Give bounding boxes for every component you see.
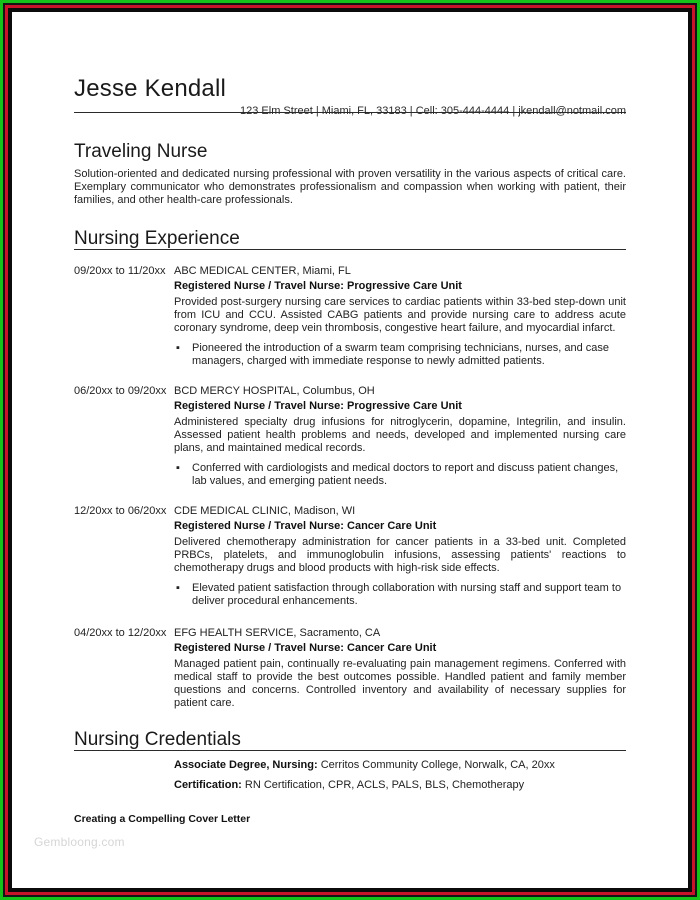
candidate-name: Jesse Kendall — [74, 75, 227, 102]
bullet-text: Pioneered the introduction of a swarm team comprising technicians, nurses, and case managers, charged with immediate response to newly admitted patients. — [192, 342, 609, 367]
experience-entry — [174, 627, 626, 717]
certification-label: Certification: — [174, 779, 242, 791]
bullet-icon: ▪ — [176, 582, 180, 594]
summary-paragraph: Solution-oriented and dedicated nursing professional with proven versatility in the various aspects of critical care. Exemplary communicator who demonstrates professionalism and compassion when working with patient, their families, and other health-care professionals. — [74, 168, 626, 206]
achievement-bullet — [174, 462, 622, 488]
employer: BCD MERCY HOSPITAL, Columbus, OH — [174, 385, 375, 397]
credentials-heading: Nursing Credentials — [74, 729, 241, 750]
cover-letter-note: Creating a Compelling Cover Letter — [74, 813, 251, 825]
entry-dates: 12/20xx to 06/20xx — [74, 505, 167, 517]
experience-entry — [174, 265, 626, 368]
job-role: Registered Nurse / Travel Nurse: Cancer Care Unit — [174, 642, 437, 654]
credentials-rule — [74, 750, 626, 751]
entry-dates: 09/20xx to 11/20xx — [74, 265, 166, 277]
bullet-text: Elevated patient satisfaction through collaboration with nursing staff and support team to deliver procedural enhancements. — [192, 582, 622, 607]
resume-page — [12, 12, 688, 888]
certification-line — [174, 779, 524, 791]
achievement-bullet — [174, 582, 622, 608]
degree-value: Cerritos Community College, Norwalk, CA, 20xx — [317, 759, 555, 771]
achievement-bullet — [174, 342, 622, 368]
bullet-icon: ▪ — [176, 342, 180, 354]
job-description: Delivered chemotherapy administration for cancer patients in a 33-bed unit. Completed PRBCs, platelets, and immunoglobulin infusions, assessing patients' reactions to chemotherapy drugs and blood products with high-risk side effects. — [174, 536, 626, 574]
experience-heading: Nursing Experience — [74, 228, 240, 249]
bullet-icon: ▪ — [176, 462, 180, 474]
degree-label: Associate Degree, Nursing: — [174, 759, 318, 771]
job-role: Registered Nurse / Travel Nurse: Cancer Care Unit — [174, 520, 437, 532]
job-description: Administered specialty drug infusions for nitroglycerin, dopamine, Integrilin, and insulin. Assessed patient health problems and needs, developed and implemented nursing care plans, and maintained medical records. — [174, 416, 626, 454]
experience-entry — [174, 385, 626, 488]
job-role: Registered Nurse / Travel Nurse: Progressive Care Unit — [174, 400, 462, 412]
employer: ABC MEDICAL CENTER, Miami, FL — [174, 265, 351, 277]
entry-dates: 06/20xx to 09/20xx — [74, 385, 167, 397]
site-watermark: Gembloong.com — [34, 835, 125, 849]
degree-line — [174, 759, 555, 771]
entry-dates: 04/20xx to 12/20xx — [74, 627, 167, 639]
experience-entry — [174, 505, 626, 608]
job-description: Provided post-surgery nursing care services to cardiac patients within 33-bed step-down unit from ICU and CCU. Assisted CABG patients and provide nursing care to address acute coronary syndrome, deep vein thrombosis, congestive heart failure, and myocardial infarct. — [174, 296, 626, 334]
bullet-text: Conferred with cardiologists and medical doctors to report and discuss patient changes, lab values, and emerging patient needs. — [192, 462, 619, 487]
job-role: Registered Nurse / Travel Nurse: Progressive Care Unit — [174, 280, 462, 292]
job-description: Managed patient pain, continually re-evaluating pain management regimens. Conferred with medical staff to provide the best outcomes possible. Handled patient and family member questions and concerns. Controlled inventory and availability of necessary supplies for patient care. — [174, 658, 626, 709]
certification-value: RN Certification, CPR, ACLS, PALS, BLS, Chemotherapy — [241, 779, 525, 791]
job-title: Traveling Nurse — [74, 141, 208, 162]
contact-line: 123 Elm Street | Miami, FL, 33183 | Cell: 305-444-4444 | jkendall@notmail.com — [240, 105, 626, 117]
employer: EFG HEALTH SERVICE, Sacramento, CA — [174, 627, 381, 639]
experience-rule — [74, 249, 626, 250]
employer: CDE MEDICAL CLINIC, Madison, WI — [174, 505, 356, 517]
